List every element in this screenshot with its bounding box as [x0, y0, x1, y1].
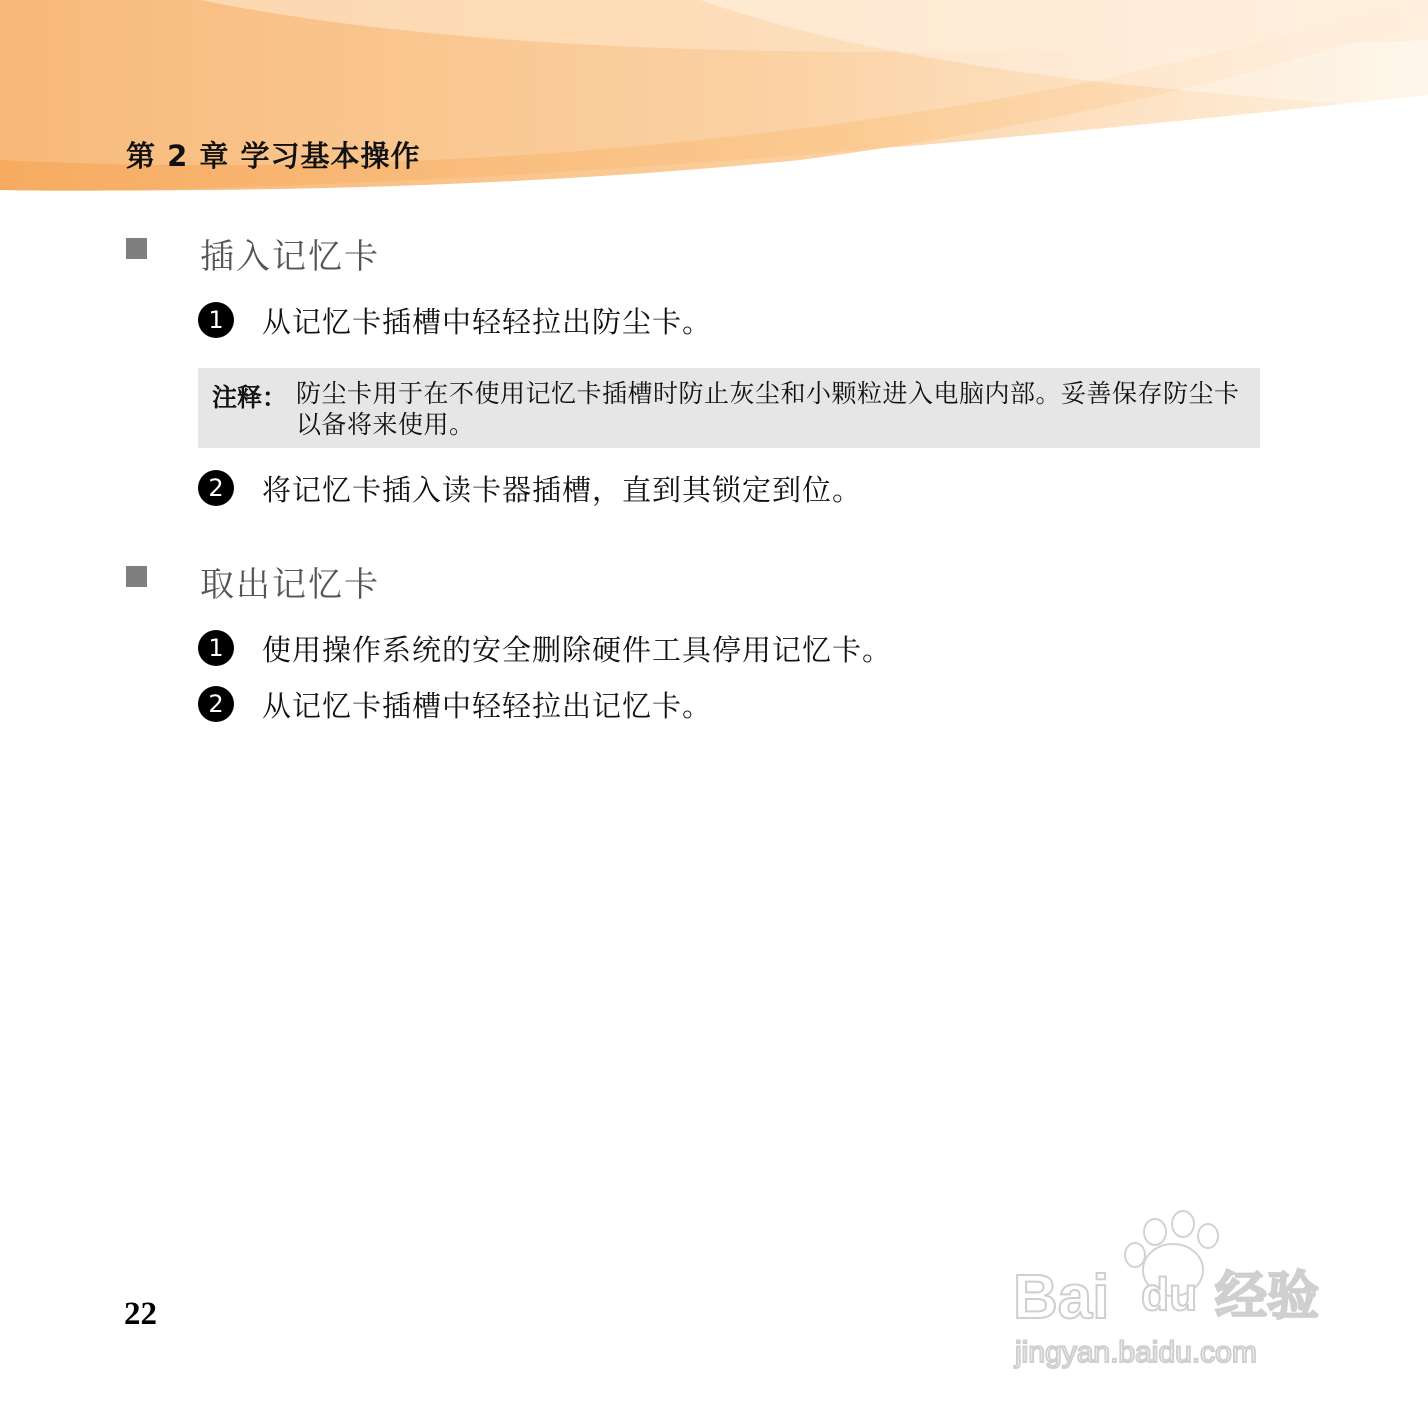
step-text: 使用操作系统的安全删除硬件工具停用记忆卡。 — [262, 633, 893, 667]
step-number-badge: 2 — [198, 686, 234, 722]
svg-text:经验: 经验 — [1215, 1268, 1320, 1326]
section-title: 插入记忆卡 — [200, 237, 380, 277]
chapter-title: 第 2 章 学习基本操作 — [126, 139, 421, 173]
section-title: 取出记忆卡 — [200, 565, 380, 605]
step-text: 从记忆卡插槽中轻轻拉出记忆卡。 — [262, 689, 713, 723]
svg-text:Bai: Bai — [1013, 1263, 1110, 1332]
step-number-badge: 2 — [198, 470, 234, 506]
square-bullet-icon — [126, 238, 147, 259]
note-label: 注释： — [212, 383, 288, 412]
step-text: 将记忆卡插入读卡器插槽，直到其锁定到位。 — [262, 473, 863, 507]
svg-text:du: du — [1141, 1268, 1198, 1320]
page-number: 22 — [124, 1296, 157, 1332]
baidu-jingyan-watermark-logo — [1005, 1210, 1350, 1375]
step-number-badge: 1 — [198, 630, 234, 666]
square-bullet-icon — [126, 566, 147, 587]
step-text: 从记忆卡插槽中轻轻拉出防尘卡。 — [262, 305, 713, 339]
note-box — [198, 368, 1260, 448]
note-text: 防尘卡用于在不使用记忆卡插槽时防止灰尘和小颗粒进入电脑内部。妥善保存防尘卡以备将来使用。 — [296, 379, 1240, 439]
step-number-badge: 1 — [198, 302, 234, 338]
svg-text:jingyan.baidu.com: jingyan.baidu.com — [1015, 1336, 1257, 1369]
